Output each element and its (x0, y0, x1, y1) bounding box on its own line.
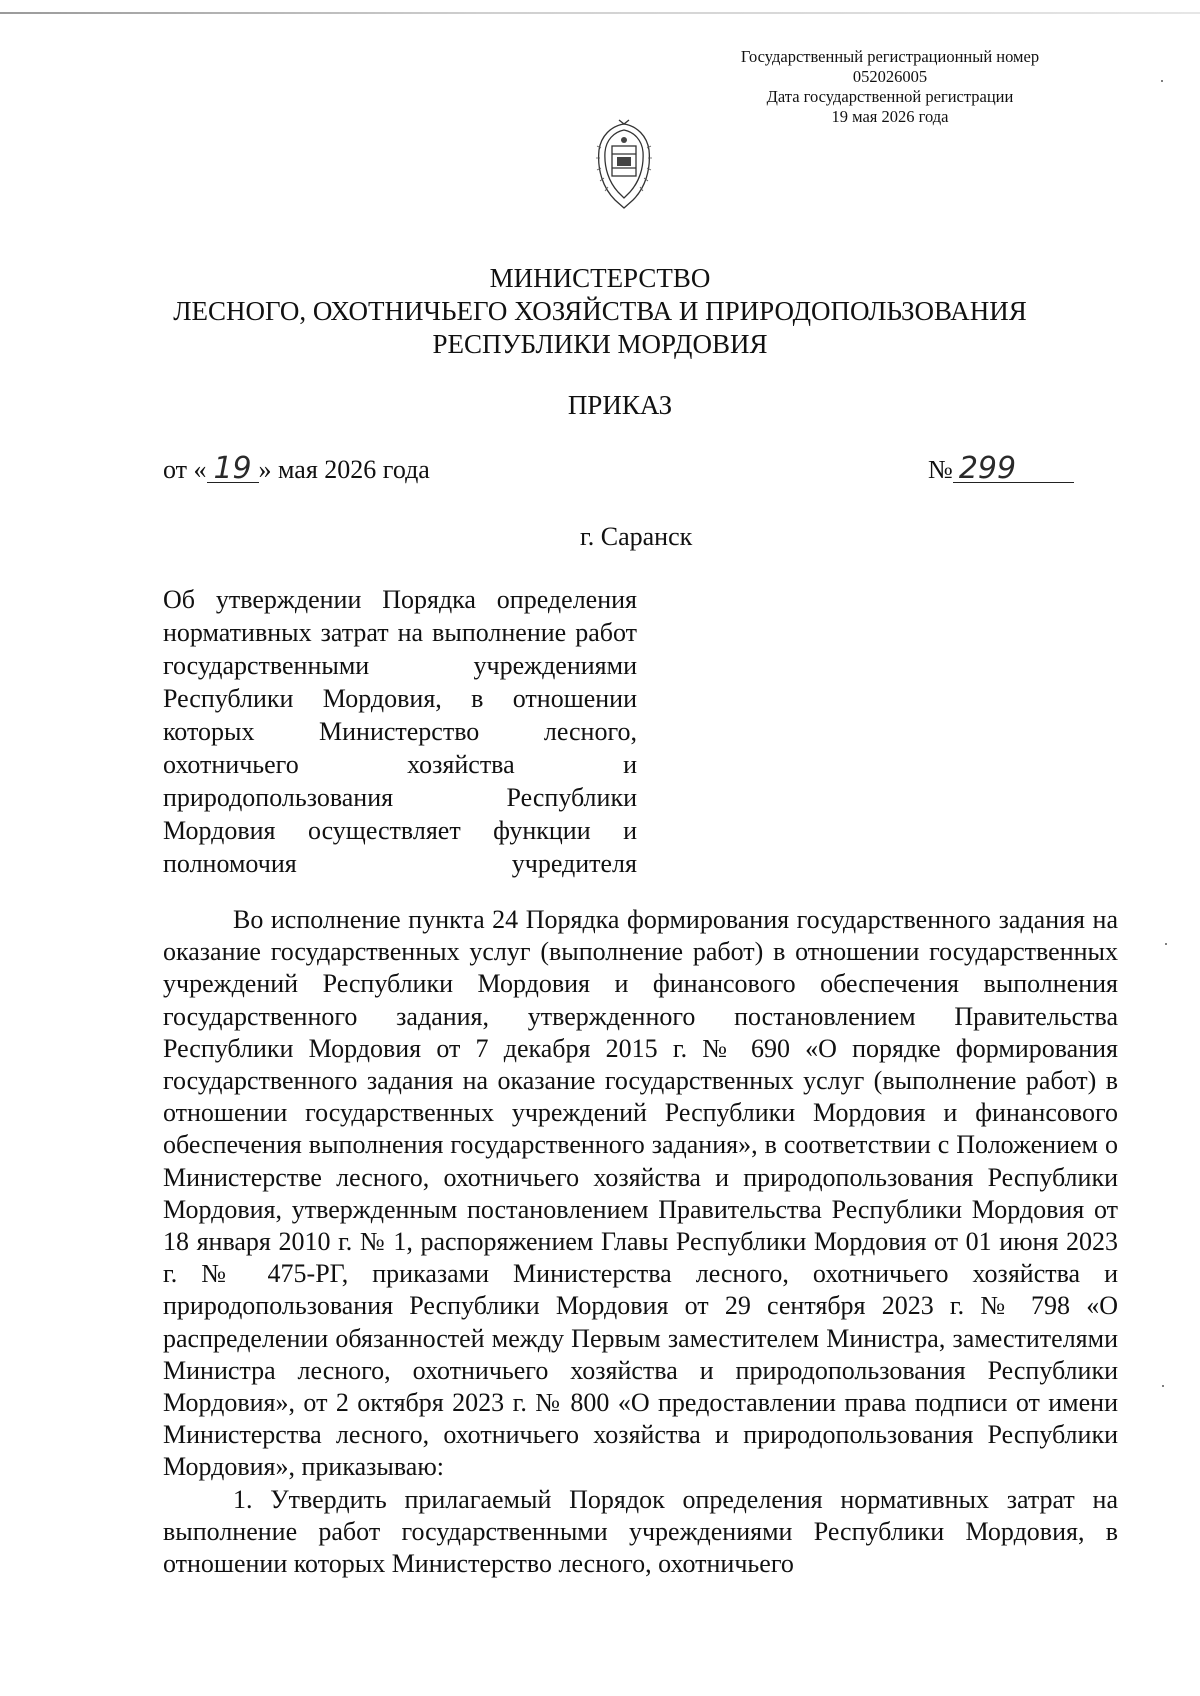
date-prefix: от « (163, 455, 207, 484)
date-suffix: » мая 2026 года (258, 455, 430, 484)
registration-number: 052026005 (852, 67, 928, 86)
document-type-title: ПРИКАЗ (567, 390, 673, 420)
registration-block (700, 47, 1080, 127)
document-body (163, 904, 1118, 1580)
body-paragraph-item-1: 1. Утвердить прилагаемый Порядок определения нормативных затрат на выполнение работ государственными учреждениями Республики Мордовия, в отношении которых Министерство лесного, охотничьего (163, 1484, 1118, 1579)
date-day-handwritten: 19 (207, 456, 259, 483)
order-subject: Об утверждении Порядка определения нормативных затрат на выполнение работ государственными учреждениями Республики Мордовия, в отношении которых Министерство лесного, охотничьего хозяйства и природопользования Республики Мордовия осуществляет функции и полномочия учредителя (163, 585, 637, 878)
registration-label: Государственный регистрационный номер (740, 47, 1040, 66)
registration-date: 19 мая 2026 года (831, 107, 949, 126)
scan-speck (1162, 1385, 1164, 1387)
ministry-line-1: МИНИСТЕРСТВО (489, 263, 711, 293)
scan-edge-line (0, 12, 1200, 14)
order-number (928, 451, 1074, 486)
order-number-handwritten: 299 (953, 456, 1074, 483)
ministry-header (100, 262, 1100, 361)
ministry-line-2: ЛЕСНОГО, ОХОТНИЧЬЕГО ХОЗЯЙСТВА И ПРИРОДОПОЛЬЗОВАНИЯ (173, 296, 1027, 326)
registration-date-label: Дата государственной регистрации (766, 87, 1014, 106)
ministry-line-3: РЕСПУБЛИКИ МОРДОВИЯ (432, 329, 768, 359)
coat-of-arms-icon (593, 118, 655, 212)
order-date (163, 451, 430, 486)
scan-speck (1165, 943, 1167, 945)
city: г. Саранск (580, 522, 693, 551)
body-paragraph-preamble: Во исполнение пункта 24 Порядка формирования государственного задания на оказание государственных услуг (выполнение работ) в отношении государственных учреждений Республики Мордовия и финансового обеспечения выполнения государственного задания, утвержденного постановлением Правительства Республики Мордовия от 7 декабря 2015 г. № 690 «О порядке формирования государственного задания на оказание государственных услуг (выполнение работ) в отношении государственных учреждений Республики Мордовия и финансового обеспечения выполнения государственного задания», в соответствии с Положением о Министерстве лесного, охотничьего хозяйства и природопользования Республики Мордовия, утвержденным постановлением Правительства Республики Мордовия от 18 января 2010 г. № 1, распоряжением Главы Республики Мордовия от 01 июня 2023 г. № 475-РГ, приказами Министерства лесного, охотничьего хозяйства и природопользования Республики Мордовия от 29 сентября 2023 г. № 798 «О распределении обязанностей между Первым заместителем Министра, заместителями Министра лесного, охотничьего хозяйства и природопользования Республики Мордовия», от 2 октября 2023 г. № 800 «О предоставлении права подписи от имени Министерства лесного, охотничьего хозяйства и природопользования Республики Мордовия», приказываю: (163, 905, 1118, 1482)
number-sign: № (928, 455, 953, 484)
scan-speck (1161, 80, 1163, 82)
